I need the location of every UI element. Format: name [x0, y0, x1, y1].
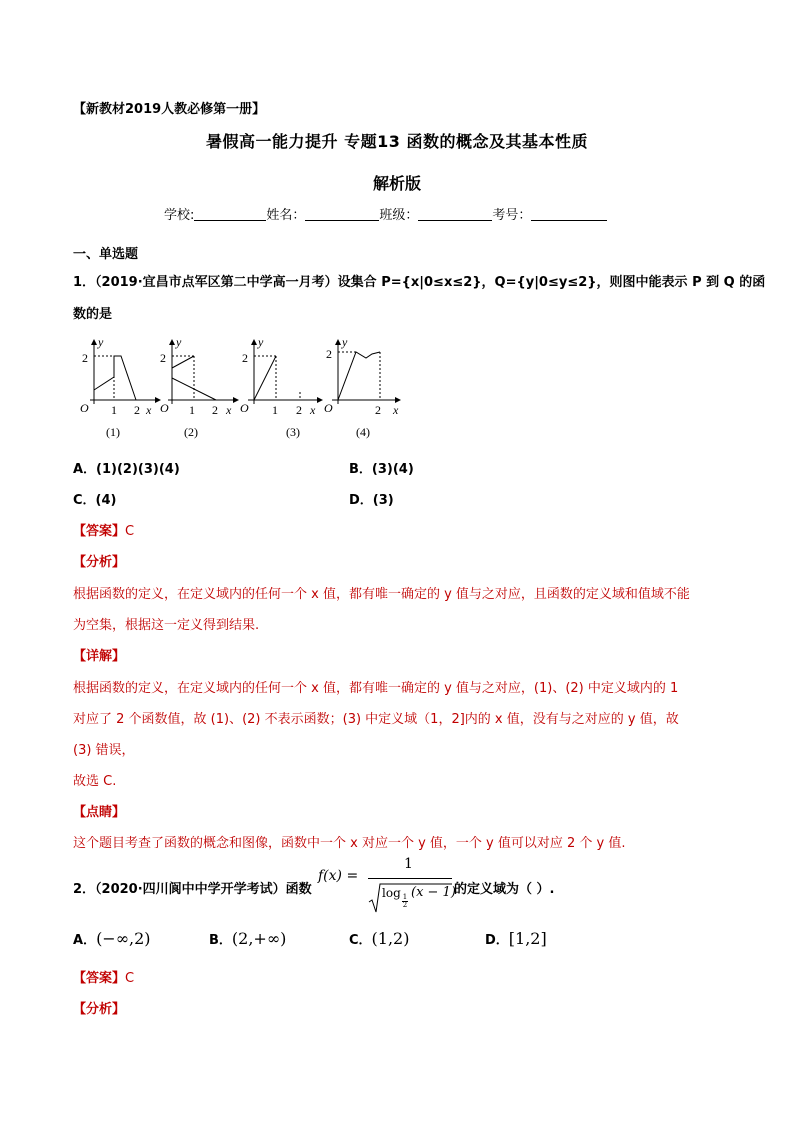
q2-option-b-label: B．: [209, 933, 232, 948]
q2-stem-suffix: 的定义域为（ ）.: [454, 882, 555, 897]
q2-stem-prefix: 2．（2020·四川阆中中学开学考试）函数: [73, 882, 312, 897]
svg-text:x: x: [393, 403, 399, 417]
q1-point-label: 【点睛】: [73, 805, 126, 820]
q2-option-b[interactable]: [209, 929, 286, 948]
q1-analysis-label: 【分析】: [73, 555, 126, 570]
q2-option-a-value: (−∞,2): [96, 929, 151, 948]
q1-graphs: [70, 332, 420, 442]
q2-option-c[interactable]: [349, 929, 409, 948]
q1-detail-label: 【详解】: [73, 649, 126, 664]
q1-option-d[interactable]: D．(3): [349, 493, 394, 508]
q2-formula: [318, 856, 456, 916]
graph-4: [324, 335, 400, 439]
svg-text:y: y: [98, 335, 104, 349]
graph-2: [160, 335, 238, 439]
q1-answer-label: 【答案】: [73, 524, 126, 539]
svg-text:O: O: [160, 401, 169, 415]
fraction-bar: [368, 878, 452, 879]
name-label: 姓名：: [266, 208, 306, 223]
svg-text:1: 1: [111, 403, 117, 417]
svg-text:2: 2: [82, 351, 88, 365]
graph-1: [80, 335, 160, 439]
q1-detail-line3: (3) 错误，: [73, 743, 135, 758]
svg-text:2: 2: [212, 403, 218, 417]
class-blank[interactable]: [418, 207, 492, 221]
svg-text:1: 1: [272, 403, 278, 417]
svg-text:(3): (3): [286, 425, 300, 439]
base-numerator: 1: [402, 893, 408, 901]
q1-stem-line2: 数的是: [73, 307, 113, 322]
q2-option-d[interactable]: [485, 929, 547, 948]
q2-option-a-label: A．: [73, 933, 97, 948]
svg-text:2: 2: [134, 403, 140, 417]
exam-no-label: 考号：: [492, 208, 532, 223]
q2-option-c-label: C．: [349, 933, 372, 948]
q1-option-c[interactable]: C．(4): [73, 493, 117, 508]
q1-point-line1: 这个题目考查了函数的概念和图像，函数中一个 x 对应一个 y 值，一个 y 值可以对应 2 个 y 值.: [73, 836, 626, 851]
svg-text:(1): (1): [106, 425, 120, 439]
svg-text:y: y: [176, 335, 182, 349]
q2-answer-label: 【答案】: [73, 971, 126, 986]
q2-option-b-value: (2,+∞): [231, 929, 287, 948]
formula-lhs: f(x) =: [318, 868, 359, 884]
name-blank[interactable]: [305, 207, 379, 221]
formula-log-base: [402, 894, 408, 909]
q2-option-d-label: D．: [485, 933, 509, 948]
page-subtitle: 解析版: [372, 174, 421, 193]
q2-option-a[interactable]: [73, 929, 151, 948]
svg-text:(4): (4): [356, 425, 370, 439]
q1-option-b[interactable]: B．(3)(4): [349, 462, 414, 477]
svg-text:2: 2: [296, 403, 302, 417]
svg-text:2: 2: [160, 351, 166, 365]
q1-analysis-line1: 根据函数的定义，在定义域内的任何一个 x 值，都有唯一确定的 y 值与之对应，且函数的定义域和值域不能: [73, 587, 690, 602]
textbook-tag: 【新教材2019人教必修第一册】: [73, 102, 266, 117]
section-heading: 一、单选题: [73, 247, 139, 262]
graph-3: [240, 335, 322, 439]
q1-analysis-line2: 为空集，根据这一定义得到结果.: [73, 618, 260, 633]
svg-text:O: O: [324, 401, 333, 415]
svg-text:y: y: [258, 335, 264, 349]
q2-option-d-value: [1,2]: [508, 929, 547, 948]
q2-answer: [73, 967, 134, 986]
q1-detail-line4: 故选 C.: [73, 774, 117, 789]
formula-log: log: [382, 886, 401, 900]
formula-numerator: 1: [404, 856, 413, 872]
svg-text:2: 2: [375, 403, 381, 417]
student-info-line: [164, 204, 607, 223]
q1-answer: [73, 520, 134, 539]
class-label: 班级：: [379, 208, 419, 223]
q1-option-a[interactable]: A．(1)(2)(3)(4): [73, 462, 180, 477]
q2-answer-value: C: [125, 971, 135, 986]
svg-text:x: x: [146, 403, 152, 417]
base-denominator: 2: [402, 901, 408, 909]
q2-analysis-label: 【分析】: [73, 1002, 126, 1017]
q2-option-c-value: (1,2): [371, 929, 410, 948]
exam-no-blank[interactable]: [531, 207, 607, 221]
q1-detail-line1: 根据函数的定义，在定义域内的任何一个 x 值，都有唯一确定的 y 值与之对应，(1)、(2) 中定义域内的 1: [73, 681, 679, 696]
svg-text:O: O: [240, 401, 249, 415]
school-blank[interactable]: [194, 207, 266, 221]
svg-text:2: 2: [242, 351, 248, 365]
svg-text:x: x: [310, 403, 316, 417]
page-title: 暑假高一能力提升 专题13 函数的概念及其基本性质: [206, 132, 588, 151]
q1-stem-line1: 1．（2019·宜昌市点军区第二中学高一月考）设集合 P={x|0≤x≤2}，Q={y|0≤y≤2}，则图中能表示 P 到 Q 的函: [73, 275, 766, 290]
school-label: 学校:: [164, 208, 195, 223]
svg-text:2: 2: [326, 347, 332, 361]
q1-answer-value: C: [125, 524, 135, 539]
svg-text:x: x: [226, 403, 232, 417]
svg-text:O: O: [80, 401, 89, 415]
svg-text:1: 1: [189, 403, 195, 417]
formula-arg: (x − 1): [411, 885, 456, 900]
svg-text:y: y: [342, 335, 348, 349]
q1-detail-line2: 对应了 2 个函数值，故 (1)、(2) 不表示函数；(3) 中定义域（1，2]内的 x 值，没有与之对应的 y 值，故: [73, 712, 679, 727]
svg-text:(2): (2): [184, 425, 198, 439]
